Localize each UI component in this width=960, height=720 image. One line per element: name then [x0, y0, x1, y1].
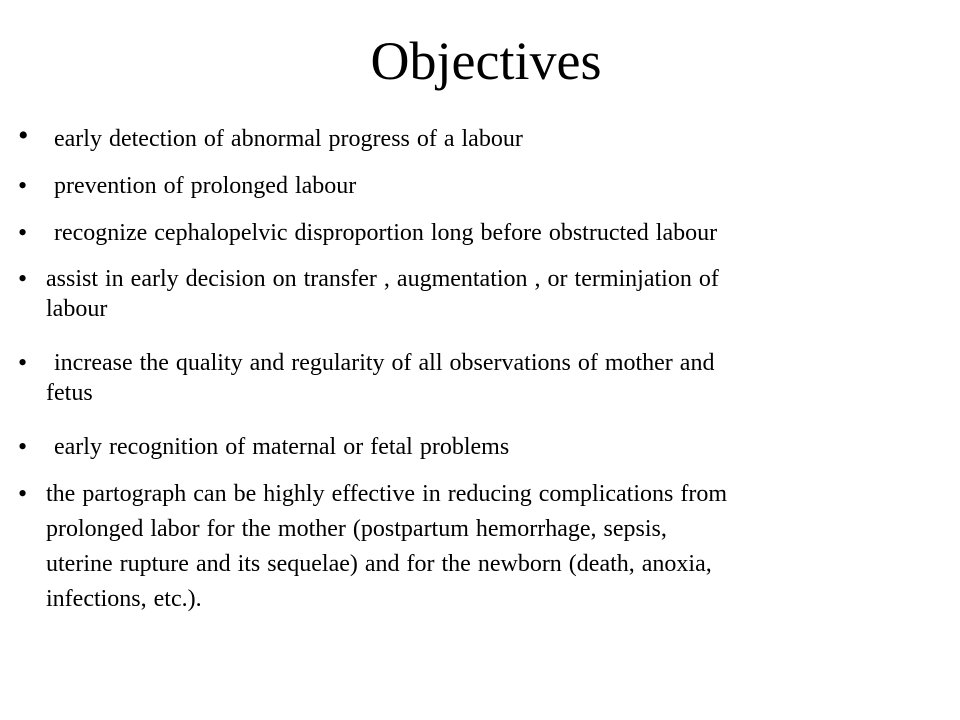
- bullet-icon: •: [18, 479, 28, 508]
- bullet-text-continuation: prolonged labor for the mother (postpartum hemorrhage, sepsis,: [46, 516, 667, 542]
- bullet-text: increase the quality and regularity of all observations of mother and: [54, 350, 715, 376]
- bullet-icon: •: [18, 348, 28, 377]
- bullet-text: the partograph can be highly effective in reducing complications from: [46, 481, 727, 507]
- bullet-icon: •: [18, 119, 29, 152]
- bullet-text: assist in early decision on transfer , augmentation , or terminjation of: [46, 266, 719, 292]
- bullet-text: early recognition of maternal or fetal problems: [54, 434, 510, 460]
- bullet-text-continuation: fetus: [46, 380, 93, 406]
- bullet-icon: •: [18, 171, 28, 200]
- bullet-text: early detection of abnormal progress of a labour: [54, 126, 523, 152]
- bullet-icon: •: [18, 432, 28, 461]
- bullet-text-continuation: infections, etc.).: [46, 586, 202, 612]
- bullet-text: recognize cephalopelvic disproportion long before obstructed labour: [54, 220, 718, 246]
- bullet-icon: •: [18, 218, 28, 247]
- bullet-icon: •: [18, 264, 28, 293]
- bullet-text-continuation: labour: [46, 296, 108, 322]
- slide-title: Objectives: [370, 31, 602, 91]
- bullet-text-continuation: uterine rupture and its sequelae) and for the newborn (death, anoxia,: [46, 551, 712, 577]
- bullet-text: prevention of prolonged labour: [54, 173, 357, 199]
